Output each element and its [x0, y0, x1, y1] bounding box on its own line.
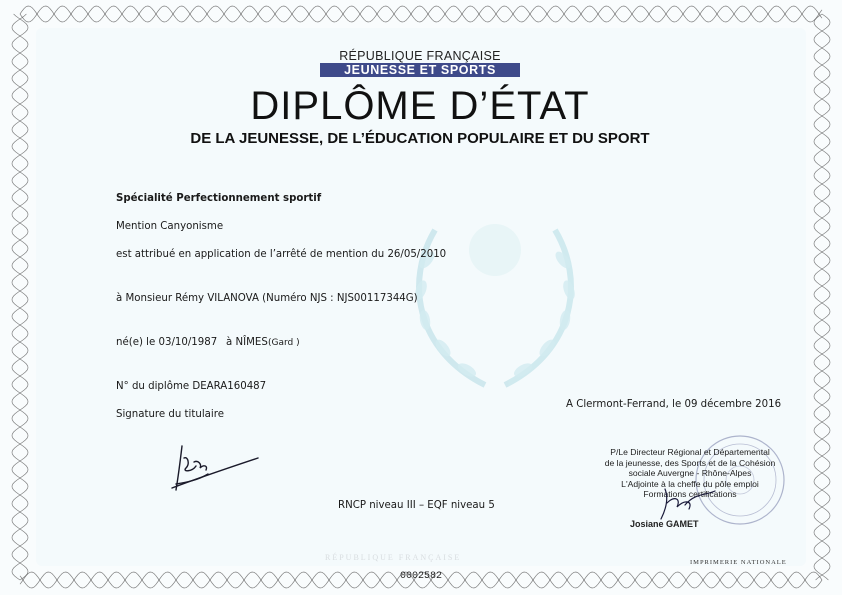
republique-francaise-header: RÉPUBLIQUE FRANÇAISE: [339, 49, 501, 63]
holder-signature: [168, 438, 263, 498]
border-wave: [814, 14, 830, 580]
specialite-line: Spécialité Perfectionnement sportif: [116, 193, 322, 204]
holder-line: à Monsieur Rémy VILANOVA (Numéro NJS : NJS00117344G): [116, 293, 418, 304]
signer-name: Josiane GAMET: [630, 519, 699, 529]
border-wave: [20, 6, 822, 22]
border-wave: [20, 6, 822, 22]
rncp-level: RNCP niveau III – EQF niveau 5: [338, 500, 495, 511]
diploma-title: DIPLÔME D’ÉTAT: [250, 84, 590, 128]
stamp-line-5: Formations certifications: [643, 489, 737, 499]
faint-republique-footer: RÉPUBLIQUE FRANÇAISE: [325, 553, 462, 562]
birth-date: né(e) le 03/10/1987: [116, 337, 218, 348]
birth-place: à NÎMES: [226, 337, 268, 348]
mention-line: Mention Canyonisme: [116, 221, 224, 232]
serial-number: 0002582: [400, 571, 443, 582]
birth-department: (Gard ): [268, 338, 300, 348]
stamp-line-2: de la jeunesse, des Sports et de la Cohésion: [604, 457, 776, 468]
place-date: A Clermont-Ferrand, le 09 décembre 2016: [566, 399, 782, 410]
official-signature: [655, 485, 725, 523]
laurel-watermark: [395, 190, 595, 400]
stamp-line-4: L'Adjointe à la cheffe du pôle emploi: [621, 478, 759, 489]
stamp-line-1: P/Le Directeur Régional et Départemental: [610, 447, 770, 457]
diploma-number: N° du diplôme DEARA160487: [116, 381, 267, 392]
diploma-subtitle: DE LA JEUNESSE, DE L’ÉDUCATION POPULAIRE ET DU SPORT: [190, 130, 650, 147]
arrete-line: est attribué en application de l’arrêté de mention du 26/05/2010: [116, 249, 447, 260]
border-wave: [12, 14, 28, 580]
signature-label: Signature du titulaire: [116, 409, 224, 420]
imprimerie-nationale: IMPRIMERIE NATIONALE: [690, 559, 787, 566]
stamp-line-3: sociale Auvergne - Rhône-Alpes: [628, 468, 752, 478]
ministry-band: JEUNESSE ET SPORTS: [320, 63, 520, 77]
